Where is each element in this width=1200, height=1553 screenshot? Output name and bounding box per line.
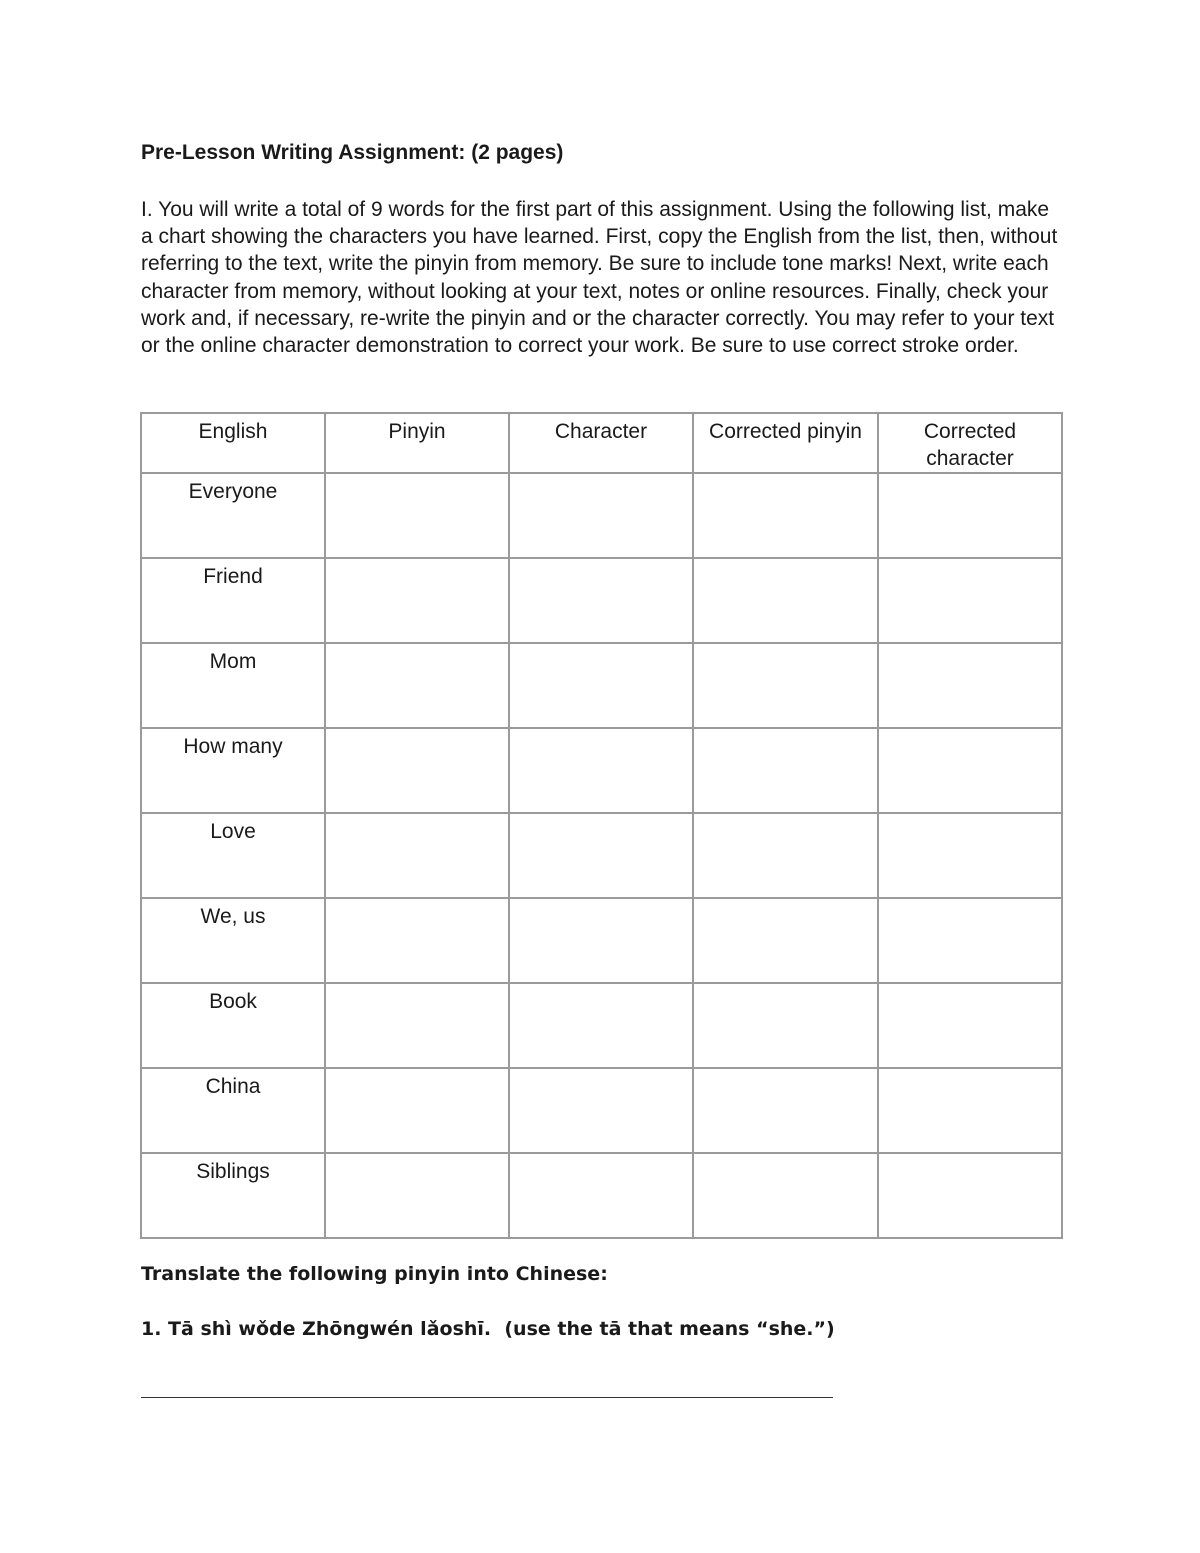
character-cell[interactable] [509,1068,693,1153]
page-title: Pre-Lesson Writing Assignment: (2 pages) [141,141,564,164]
character-cell[interactable] [509,643,693,728]
pinyin-cell[interactable] [325,898,509,983]
header-corrected-pinyin: Corrected pinyin [693,413,878,473]
table-row [141,643,1062,728]
pinyin-cell[interactable] [325,728,509,813]
corrected-pinyin-cell[interactable] [693,1153,878,1238]
corrected-pinyin-cell[interactable] [693,898,878,983]
corrected-character-cell[interactable] [878,1068,1062,1153]
corrected-pinyin-cell[interactable] [693,558,878,643]
corrected-character-cell[interactable] [878,1153,1062,1238]
english-cell: Siblings [141,1153,325,1238]
english-cell: Love [141,813,325,898]
corrected-character-cell[interactable] [878,558,1062,643]
english-cell: How many [141,728,325,813]
pinyin-cell[interactable] [325,473,509,558]
character-cell[interactable] [509,1153,693,1238]
character-cell[interactable] [509,983,693,1068]
corrected-pinyin-cell[interactable] [693,473,878,558]
table-row [141,558,1062,643]
character-cell[interactable] [509,728,693,813]
character-cell[interactable] [509,813,693,898]
pinyin-cell[interactable] [325,983,509,1068]
english-cell: Mom [141,643,325,728]
character-cell[interactable] [509,898,693,983]
table-row [141,813,1062,898]
translation-heading: Translate the following pinyin into Chinese: [141,1263,608,1285]
corrected-character-cell[interactable] [878,898,1062,983]
translation-item-1: 1. Tā shì wǒde Zhōngwén lǎoshī. (use the tā that means “she.”) [141,1318,835,1340]
corrected-character-cell[interactable] [878,813,1062,898]
table-row [141,473,1062,558]
header-english: English [141,413,325,473]
instructions-paragraph: I. You will write a total of 9 words for the first part of this assignment. Using the following list, make a chart showing the characters you have learned. First, copy the English from the list, then, without referring to the text, write the pinyin from memory. Be sure to include tone marks! Next, write each character from memory, without looking at your text, notes or online resources. Finally, check your work and, if necessary, re-write the pinyin and or the character correctly. You may refer to your text or the online character demonstration to correct your work. Be sure to use correct stroke order. [141,198,1058,358]
pinyin-cell[interactable] [325,643,509,728]
english-cell: Friend [141,558,325,643]
header-pinyin: Pinyin [325,413,509,473]
table-row [141,983,1062,1068]
table-row [141,728,1062,813]
pinyin-cell[interactable] [325,558,509,643]
corrected-character-cell[interactable] [878,983,1062,1068]
character-cell[interactable] [509,473,693,558]
header-corrected-character: Corrected character [878,413,1062,473]
table-row [141,1153,1062,1238]
corrected-pinyin-cell[interactable] [693,983,878,1068]
vocabulary-chart [140,412,1063,1239]
table-row [141,898,1062,983]
corrected-pinyin-cell[interactable] [693,728,878,813]
table-row [141,1068,1062,1153]
table-header-row [141,413,1062,473]
english-cell: Everyone [141,473,325,558]
corrected-pinyin-cell[interactable] [693,643,878,728]
corrected-pinyin-cell[interactable] [693,813,878,898]
corrected-character-cell[interactable] [878,643,1062,728]
corrected-character-cell[interactable] [878,473,1062,558]
pinyin-cell[interactable] [325,813,509,898]
corrected-character-cell[interactable] [878,728,1062,813]
pinyin-cell[interactable] [325,1068,509,1153]
corrected-pinyin-cell[interactable] [693,1068,878,1153]
pinyin-cell[interactable] [325,1153,509,1238]
english-cell: China [141,1068,325,1153]
english-cell: Book [141,983,325,1068]
answer-line[interactable] [141,1397,833,1398]
header-character: Character [509,413,693,473]
character-cell[interactable] [509,558,693,643]
english-cell: We, us [141,898,325,983]
